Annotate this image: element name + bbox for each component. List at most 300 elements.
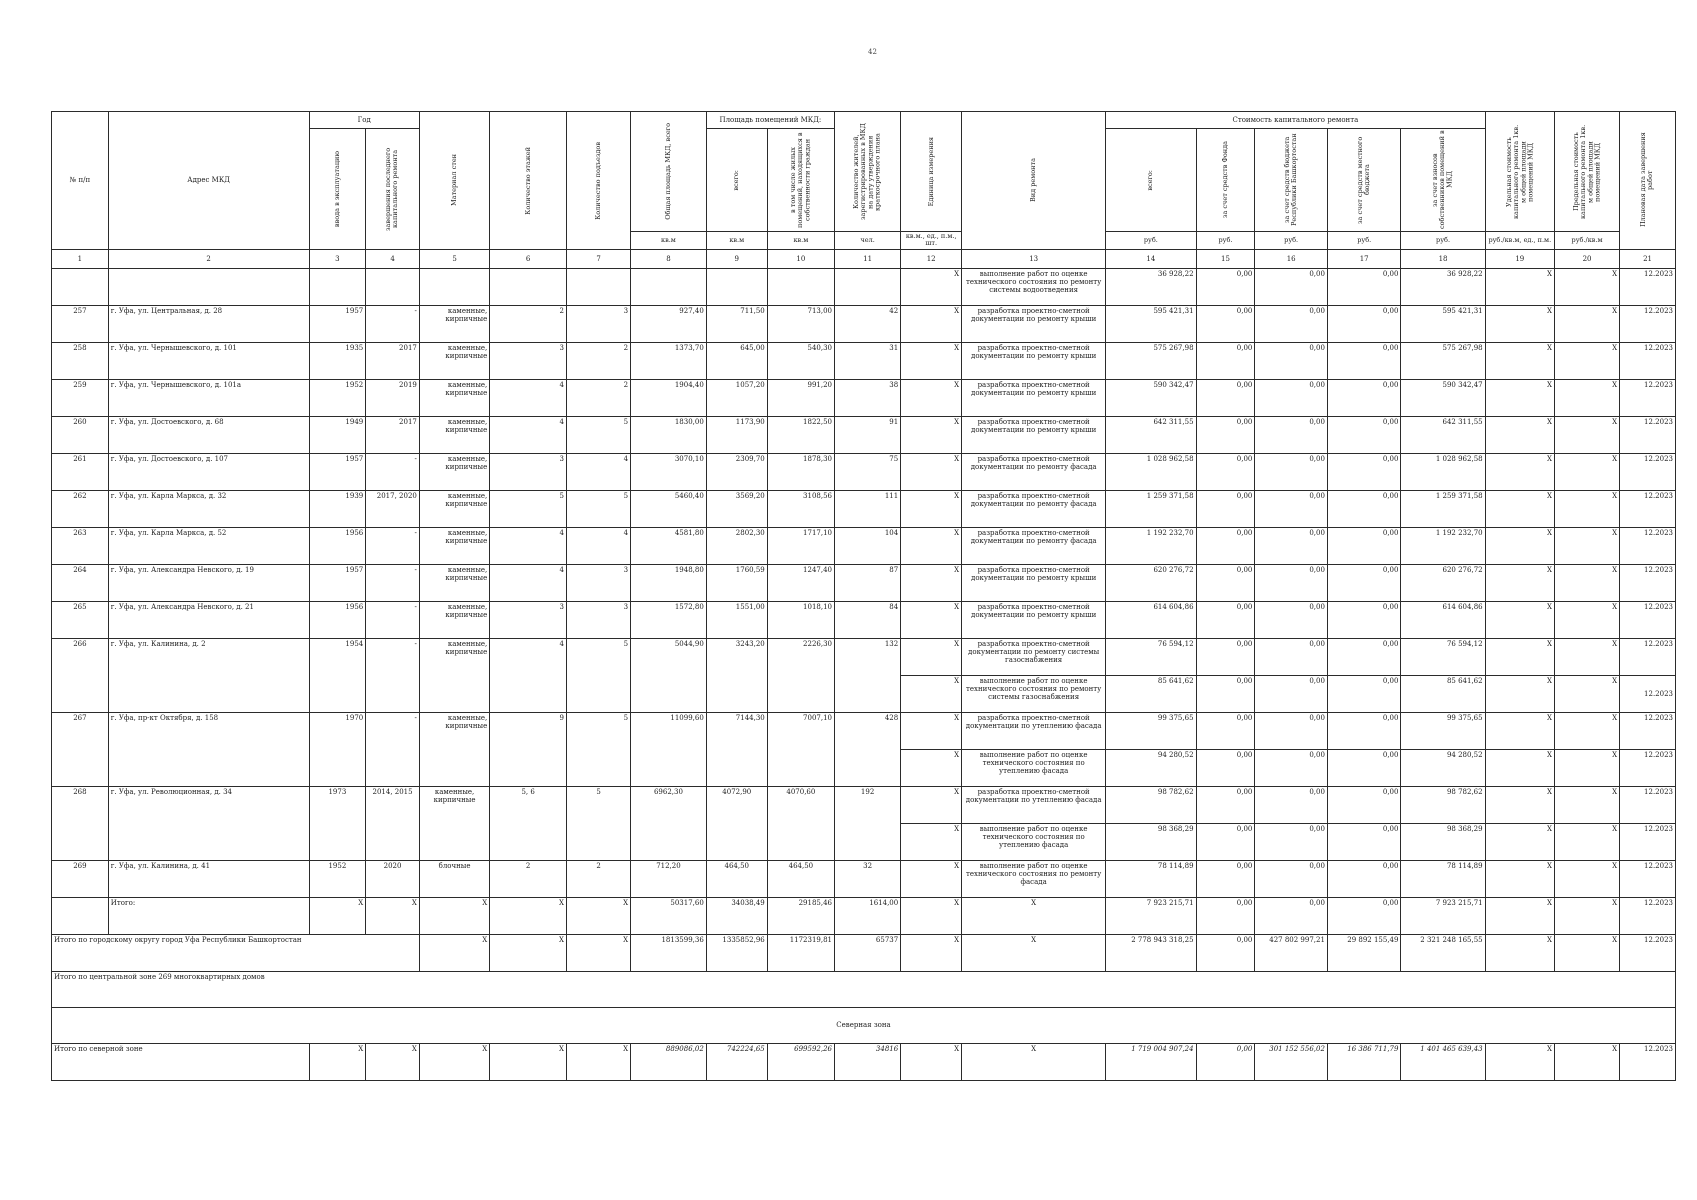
row-residents: 87	[835, 564, 901, 601]
row-limit-cost: Х	[1554, 527, 1619, 564]
ufa-total-row	[52, 934, 1676, 971]
row-year-commission: 1957	[309, 564, 366, 601]
ufa-total-premises-total: 1335852,96	[706, 934, 767, 971]
table-row	[52, 527, 1676, 564]
row-num: 259	[52, 379, 109, 416]
row-residents: 132	[835, 638, 901, 712]
row-wall-material: каменные, кирпичные	[419, 786, 489, 860]
north-total-cost-fund: 0,00	[1196, 1043, 1255, 1080]
row-cost-republic: 0,00	[1255, 305, 1328, 342]
row-limit-cost: Х	[1554, 490, 1619, 527]
row-cost-local: 0,00	[1327, 749, 1401, 786]
row-premises-total: 2309,70	[706, 453, 767, 490]
row-cost-local: 0,00	[1327, 490, 1401, 527]
unit-12: кв.м., ед., п.м., шт.	[901, 232, 962, 250]
subtotal-cost-owners: 7 923 215,71	[1401, 897, 1485, 934]
row-limit-cost: Х	[1554, 453, 1619, 490]
row-cost-total: 1 192 232,70	[1106, 527, 1196, 564]
row-premises-private: 2226,30	[767, 638, 834, 712]
unit-15: руб.	[1196, 232, 1255, 250]
row-cost-fund: 0,00	[1196, 712, 1255, 749]
row-deadline: 12.2023	[1620, 601, 1676, 638]
header-cost-republic: за счет средств бюджета Республики Башкортостан	[1255, 129, 1328, 232]
row-specific-cost: Х	[1485, 601, 1554, 638]
table-row	[52, 453, 1676, 490]
unit-19: руб./кв.м, ед., п.м.	[1485, 232, 1554, 250]
row-deadline: 12.2023	[1620, 453, 1676, 490]
ufa-total-cost-total: 2 778 943 318,25	[1106, 934, 1196, 971]
table-row	[52, 342, 1676, 379]
row-specific-cost: Х	[1485, 786, 1554, 823]
row-entrances: 2	[567, 860, 631, 897]
page-number: 42	[868, 48, 877, 56]
row-cost-total: 76 594,12	[1106, 638, 1196, 675]
header-deadline: Плановая дата завершения работ	[1620, 112, 1676, 250]
row-num: 261	[52, 453, 109, 490]
column-number: 7	[567, 249, 631, 268]
subtotal-area: 50317,60	[631, 897, 707, 934]
row-cost-republic: 0,00	[1255, 860, 1328, 897]
row-total-area: 6962,30	[631, 786, 707, 860]
row-residents: 91	[835, 416, 901, 453]
row-unit: Х	[901, 786, 962, 823]
row-total-area: 4581,80	[631, 527, 707, 564]
row-floors: 9	[490, 712, 567, 786]
row-wall-material: каменные, кирпичные	[419, 416, 489, 453]
central-total-label: Итого по центральной зоне 269 многоквартирных домов	[52, 971, 1676, 1007]
row-cost-total: 98 782,62	[1106, 786, 1196, 823]
ufa-total-cost-fund: 0,00	[1196, 934, 1255, 971]
north-total-unit: Х	[901, 1043, 962, 1080]
column-numbers-row	[52, 249, 1676, 268]
row-limit-cost: Х	[1554, 379, 1619, 416]
row-wall-material: каменные, кирпичные	[419, 305, 489, 342]
row-premises-total: 3569,20	[706, 490, 767, 527]
row-cost-owners: 1 259 371,58	[1401, 490, 1485, 527]
row-premises-total: 1760,59	[706, 564, 767, 601]
ufa-total-limit: Х	[1554, 934, 1619, 971]
row-specific-cost: Х	[1485, 342, 1554, 379]
row-cost-fund: 0,00	[1196, 601, 1255, 638]
row-unit: Х	[901, 305, 962, 342]
row-premises-total: 4072,90	[706, 786, 767, 860]
row-year-commission: 1952	[309, 860, 366, 897]
row-cost-republic: 0,00	[1255, 638, 1328, 675]
subtotal-c3: Х	[309, 897, 366, 934]
row-residents: 38	[835, 379, 901, 416]
row-cost-fund: 0,00	[1196, 860, 1255, 897]
row-cost-fund: 0,00	[1196, 268, 1255, 305]
header-floors: Количество этажей	[490, 112, 567, 250]
row-premises-total	[706, 268, 767, 305]
row-num: 265	[52, 601, 109, 638]
row-deadline: 12.2023	[1620, 823, 1676, 860]
column-number: 15	[1196, 249, 1255, 268]
row-premises-private: 1247,40	[767, 564, 834, 601]
row-year-commission: 1954	[309, 638, 366, 712]
row-year-repair: -	[366, 712, 420, 786]
row-cost-total: 620 276,72	[1106, 564, 1196, 601]
row-total-area: 5044,90	[631, 638, 707, 712]
row-residents: 31	[835, 342, 901, 379]
row-cost-local: 0,00	[1327, 342, 1401, 379]
row-cost-local: 0,00	[1327, 379, 1401, 416]
row-total-area: 3070,10	[631, 453, 707, 490]
ufa-total-c7: Х	[567, 934, 631, 971]
column-number: 6	[490, 249, 567, 268]
header-address: Адрес МКД	[108, 112, 309, 250]
column-number: 18	[1401, 249, 1485, 268]
row-num: 267	[52, 712, 109, 786]
row-cost-republic: 0,00	[1255, 453, 1328, 490]
unit-16: руб.	[1255, 232, 1328, 250]
row-work-type: выполнение работ по оценке технического состояния по ремонту системы водоотведения	[962, 268, 1106, 305]
row-deadline: 12.2023	[1620, 860, 1676, 897]
north-total-c6: Х	[490, 1043, 567, 1080]
row-premises-total: 2802,30	[706, 527, 767, 564]
row-cost-total: 1 028 962,58	[1106, 453, 1196, 490]
row-floors: 5, 6	[490, 786, 567, 860]
row-deadline: 12.2023	[1620, 786, 1676, 823]
row-work-type: разработка проектно-сметной документации по ремонту крыши	[962, 416, 1106, 453]
row-cost-republic: 0,00	[1255, 786, 1328, 823]
ufa-total-specific: Х	[1485, 934, 1554, 971]
unit-14: руб.	[1106, 232, 1196, 250]
row-year-repair: 2020	[366, 860, 420, 897]
row-entrances: 5	[567, 416, 631, 453]
row-floors: 2	[490, 305, 567, 342]
row-residents	[835, 268, 901, 305]
row-floors: 4	[490, 379, 567, 416]
column-number: 11	[835, 249, 901, 268]
row-unit: Х	[901, 564, 962, 601]
row-cost-owners: 78 114,89	[1401, 860, 1485, 897]
row-wall-material: каменные, кирпичные	[419, 601, 489, 638]
subtotal-unit: Х	[901, 897, 962, 934]
row-cost-fund: 0,00	[1196, 638, 1255, 675]
row-cost-local: 0,00	[1327, 453, 1401, 490]
row-unit: Х	[901, 675, 962, 712]
subtotal-row	[52, 897, 1676, 934]
subtotal-c7: Х	[567, 897, 631, 934]
row-cost-republic: 0,00	[1255, 379, 1328, 416]
header-unit: Единица измерения	[901, 112, 962, 232]
row-limit-cost: Х	[1554, 601, 1619, 638]
row-work-type: разработка проектно-сметной документации по ремонту крыши	[962, 564, 1106, 601]
header-limit-cost: Предельная стоимость капитального ремонта 1кв. м общей площади помещений МКД	[1554, 112, 1619, 232]
row-deadline: 12.2023	[1620, 712, 1676, 749]
row-residents: 111	[835, 490, 901, 527]
table-row-267	[52, 712, 1676, 749]
row-cost-fund: 0,00	[1196, 305, 1255, 342]
row-num: 264	[52, 564, 109, 601]
row-specific-cost: Х	[1485, 268, 1554, 305]
row-cost-total: 78 114,89	[1106, 860, 1196, 897]
row-cost-local: 0,00	[1327, 601, 1401, 638]
row-limit-cost: Х	[1554, 860, 1619, 897]
north-zone-label: Северная зона	[52, 1007, 1676, 1043]
row-residents: 32	[835, 860, 901, 897]
row-specific-cost: Х	[1485, 416, 1554, 453]
row-year-repair: -	[366, 305, 420, 342]
subtotal-cost-fund: 0,00	[1196, 897, 1255, 934]
row-deadline: 12.2023	[1620, 490, 1676, 527]
unit-18: руб.	[1401, 232, 1485, 250]
row-total-area: 927,40	[631, 305, 707, 342]
subtotal-deadline: 12.2023	[1620, 897, 1676, 934]
row-num: 268	[52, 786, 109, 860]
row-premises-total: 711,50	[706, 305, 767, 342]
column-number: 1	[52, 249, 109, 268]
north-total-cost-local: 16 386 711,79	[1327, 1043, 1401, 1080]
north-total-deadline: 12.2023	[1620, 1043, 1676, 1080]
row-work-type: разработка проектно-сметной документации по ремонту фасада	[962, 490, 1106, 527]
row-num: 257	[52, 305, 109, 342]
row-deadline: 12.2023	[1620, 305, 1676, 342]
unit-9: кв.м	[706, 232, 767, 250]
ufa-total-unit: Х	[901, 934, 962, 971]
row-address: г. Уфа, ул. Карла Маркса, д. 32	[108, 490, 309, 527]
row-premises-total: 7144,30	[706, 712, 767, 786]
row-cost-owners: 99 375,65	[1401, 712, 1485, 749]
row-cost-fund: 0,00	[1196, 342, 1255, 379]
row-work-type: разработка проектно-сметной документации по ремонту системы газоснабжения	[962, 638, 1106, 675]
ufa-total-cost-owners: 2 321 248 165,55	[1401, 934, 1485, 971]
row-address: г. Уфа, ул. Достоевского, д. 68	[108, 416, 309, 453]
row-year-repair	[366, 268, 420, 305]
row-cost-owners: 575 267,98	[1401, 342, 1485, 379]
table-row	[52, 601, 1676, 638]
row-cost-total: 614 604,86	[1106, 601, 1196, 638]
row-wall-material: блочные	[419, 860, 489, 897]
row-deadline: 12.2023	[1620, 268, 1676, 305]
header-work-type: Вид ремонта	[962, 112, 1106, 250]
row-num: 262	[52, 490, 109, 527]
row-total-area	[631, 268, 707, 305]
row-limit-cost: Х	[1554, 675, 1619, 712]
central-total-row	[52, 971, 1676, 1007]
row-cost-republic: 0,00	[1255, 712, 1328, 749]
north-total-area: 889086,02	[631, 1043, 707, 1080]
row-premises-private: 464,50	[767, 860, 834, 897]
row-premises-private: 1717,10	[767, 527, 834, 564]
row-year-commission	[309, 268, 366, 305]
north-total-cost-total: 1 719 004 907,24	[1106, 1043, 1196, 1080]
row-cost-total: 85 641,62	[1106, 675, 1196, 712]
row-address: г. Уфа, ул. Калинина, д. 41	[108, 860, 309, 897]
ufa-total-work: Х	[962, 934, 1106, 971]
row-year-commission: 1957	[309, 305, 366, 342]
north-total-row	[52, 1043, 1676, 1080]
row-cost-total: 1 259 371,58	[1106, 490, 1196, 527]
row-num: 266	[52, 638, 109, 712]
row-specific-cost: Х	[1485, 564, 1554, 601]
header-cost-total: всего:	[1106, 129, 1196, 232]
row-entrances: 5	[567, 786, 631, 860]
row-premises-private: 1878,30	[767, 453, 834, 490]
row-unit: Х	[901, 379, 962, 416]
row-limit-cost: Х	[1554, 305, 1619, 342]
row-work-type: разработка проектно-сметной документации по ремонту фасада	[962, 527, 1106, 564]
row-cost-fund: 0,00	[1196, 453, 1255, 490]
row-cost-total: 575 267,98	[1106, 342, 1196, 379]
row-cost-local: 0,00	[1327, 268, 1401, 305]
row-premises-private: 4070,60	[767, 786, 834, 860]
row-address: г. Уфа, ул. Чернышевского, д. 101а	[108, 379, 309, 416]
row-premises-private: 540,30	[767, 342, 834, 379]
row-cost-owners: 76 594,12	[1401, 638, 1485, 675]
table-row	[52, 416, 1676, 453]
row-year-repair: -	[366, 527, 420, 564]
row-cost-local: 0,00	[1327, 675, 1401, 712]
row-premises-private: 991,20	[767, 379, 834, 416]
row-work-type: разработка проектно-сметной документации по утеплению фасада	[962, 786, 1106, 823]
row-total-area: 1830,00	[631, 416, 707, 453]
row-cost-owners: 595 421,31	[1401, 305, 1485, 342]
row-limit-cost: Х	[1554, 712, 1619, 749]
row-address: г. Уфа, ул. Карла Маркса, д. 52	[108, 527, 309, 564]
north-total-cost-republic: 301 152 556,02	[1255, 1043, 1328, 1080]
row-unit: Х	[901, 860, 962, 897]
row-cost-owners: 98 368,29	[1401, 823, 1485, 860]
row-total-area: 1373,70	[631, 342, 707, 379]
unit-20: руб./кв.м	[1554, 232, 1619, 250]
row-wall-material	[419, 268, 489, 305]
row-specific-cost: Х	[1485, 823, 1554, 860]
column-number: 12	[901, 249, 962, 268]
row-specific-cost: Х	[1485, 675, 1554, 712]
row-cost-owners: 1 028 962,58	[1401, 453, 1485, 490]
row-cost-republic: 0,00	[1255, 342, 1328, 379]
row-cost-fund: 0,00	[1196, 749, 1255, 786]
north-total-work: Х	[962, 1043, 1106, 1080]
ufa-total-premises-private: 1172319,81	[767, 934, 834, 971]
row-premises-total: 1551,00	[706, 601, 767, 638]
row-cost-owners: 590 342,47	[1401, 379, 1485, 416]
unit-11: чел.	[835, 232, 901, 250]
ufa-total-deadline: 12.2023	[1620, 934, 1676, 971]
header-cost-local: за счет средств местного бюджета	[1327, 129, 1401, 232]
row-wall-material: каменные, кирпичные	[419, 379, 489, 416]
header-num: № п/п	[52, 112, 109, 250]
row-num: 260	[52, 416, 109, 453]
subtotal-num	[52, 897, 109, 934]
row-specific-cost: Х	[1485, 379, 1554, 416]
row-residents: 192	[835, 786, 901, 860]
row-floors: 4	[490, 416, 567, 453]
row-cost-fund: 0,00	[1196, 675, 1255, 712]
row-deadline: 12.2023	[1620, 564, 1676, 601]
header-row-1	[52, 112, 1676, 129]
row-cost-fund: 0,00	[1196, 786, 1255, 823]
row-residents: 84	[835, 601, 901, 638]
row-wall-material: каменные, кирпичные	[419, 527, 489, 564]
north-total-premises-total: 742224,65	[706, 1043, 767, 1080]
row-premises-private: 1018,10	[767, 601, 834, 638]
row-limit-cost: Х	[1554, 638, 1619, 675]
row-cost-owners: 1 192 232,70	[1401, 527, 1485, 564]
subtotal-premises-private: 29185,46	[767, 897, 834, 934]
column-number: 4	[366, 249, 420, 268]
row-cost-republic: 0,00	[1255, 749, 1328, 786]
north-zone-row	[52, 1007, 1676, 1043]
row-num: 269	[52, 860, 109, 897]
subtotal-cost-total: 7 923 215,71	[1106, 897, 1196, 934]
table-row	[52, 564, 1676, 601]
column-number: 3	[309, 249, 366, 268]
row-year-commission: 1957	[309, 453, 366, 490]
row-wall-material: каменные, кирпичные	[419, 453, 489, 490]
row-work-type: разработка проектно-сметной документации по ремонту крыши	[962, 601, 1106, 638]
row-num	[52, 268, 109, 305]
row-cost-local: 0,00	[1327, 712, 1401, 749]
subtotal-c6: Х	[490, 897, 567, 934]
row-cost-republic: 0,00	[1255, 416, 1328, 453]
subtotal-cost-republic: 0,00	[1255, 897, 1328, 934]
row-cost-local: 0,00	[1327, 527, 1401, 564]
unit-10: кв.м	[767, 232, 834, 250]
row-cost-owners: 36 928,22	[1401, 268, 1485, 305]
row-premises-total: 464,50	[706, 860, 767, 897]
subtotal-c4: Х	[366, 897, 420, 934]
row-specific-cost: Х	[1485, 527, 1554, 564]
row-unit: Х	[901, 527, 962, 564]
row-total-area: 11099,60	[631, 712, 707, 786]
row-cost-republic: 0,00	[1255, 490, 1328, 527]
north-total-label: Итого по северной зоне	[52, 1043, 310, 1080]
row-work-type: разработка проектно-сметной документации по утеплению фасада	[962, 712, 1106, 749]
row-year-repair: 2017	[366, 416, 420, 453]
table-row	[52, 305, 1676, 342]
header-specific-cost: Удельная стоимость капитального ремонта 1кв. м общей площади помещений МКД	[1485, 112, 1554, 232]
ufa-total-residents: 65737	[835, 934, 901, 971]
header-cost-owners: за счет взносов собственников помещений в МКД	[1401, 129, 1485, 232]
table-row-266	[52, 638, 1676, 675]
row-year-commission: 1935	[309, 342, 366, 379]
row-floors: 4	[490, 527, 567, 564]
row-cost-total: 94 280,52	[1106, 749, 1196, 786]
row-limit-cost: Х	[1554, 416, 1619, 453]
row-cost-fund: 0,00	[1196, 564, 1255, 601]
row-cost-fund: 0,00	[1196, 379, 1255, 416]
row-num: 263	[52, 527, 109, 564]
row-work-type: выполнение работ по оценке технического состояния по ремонту системы газоснабжения	[962, 675, 1106, 712]
row-address	[108, 268, 309, 305]
row-premises-total: 1057,20	[706, 379, 767, 416]
row-year-repair: -	[366, 601, 420, 638]
row-address: г. Уфа, ул. Калинина, д. 2	[108, 638, 309, 712]
row-year-commission: 1949	[309, 416, 366, 453]
ufa-total-label: Итого по городскому округу город Уфа Республики Башкортостан	[52, 934, 420, 971]
row-limit-cost: Х	[1554, 786, 1619, 823]
row-cost-local: 0,00	[1327, 638, 1401, 675]
row-year-commission: 1956	[309, 527, 366, 564]
column-number: 17	[1327, 249, 1401, 268]
header-year-last-repair: завершения последнего капитального ремонта	[366, 129, 420, 250]
row-wall-material: каменные, кирпичные	[419, 638, 489, 712]
row-limit-cost: Х	[1554, 564, 1619, 601]
row-year-repair: 2017, 2020	[366, 490, 420, 527]
row-specific-cost: Х	[1485, 305, 1554, 342]
row-premises-private: 1822,50	[767, 416, 834, 453]
column-number: 14	[1106, 249, 1196, 268]
row-year-repair: -	[366, 638, 420, 712]
row-work-type: выполнение работ по оценке технического состояния по ремонту фасада	[962, 860, 1106, 897]
row-cost-local: 0,00	[1327, 860, 1401, 897]
row-unit: Х	[901, 601, 962, 638]
header-year-group: Год	[309, 112, 419, 129]
subtotal-cost-local: 0,00	[1327, 897, 1401, 934]
